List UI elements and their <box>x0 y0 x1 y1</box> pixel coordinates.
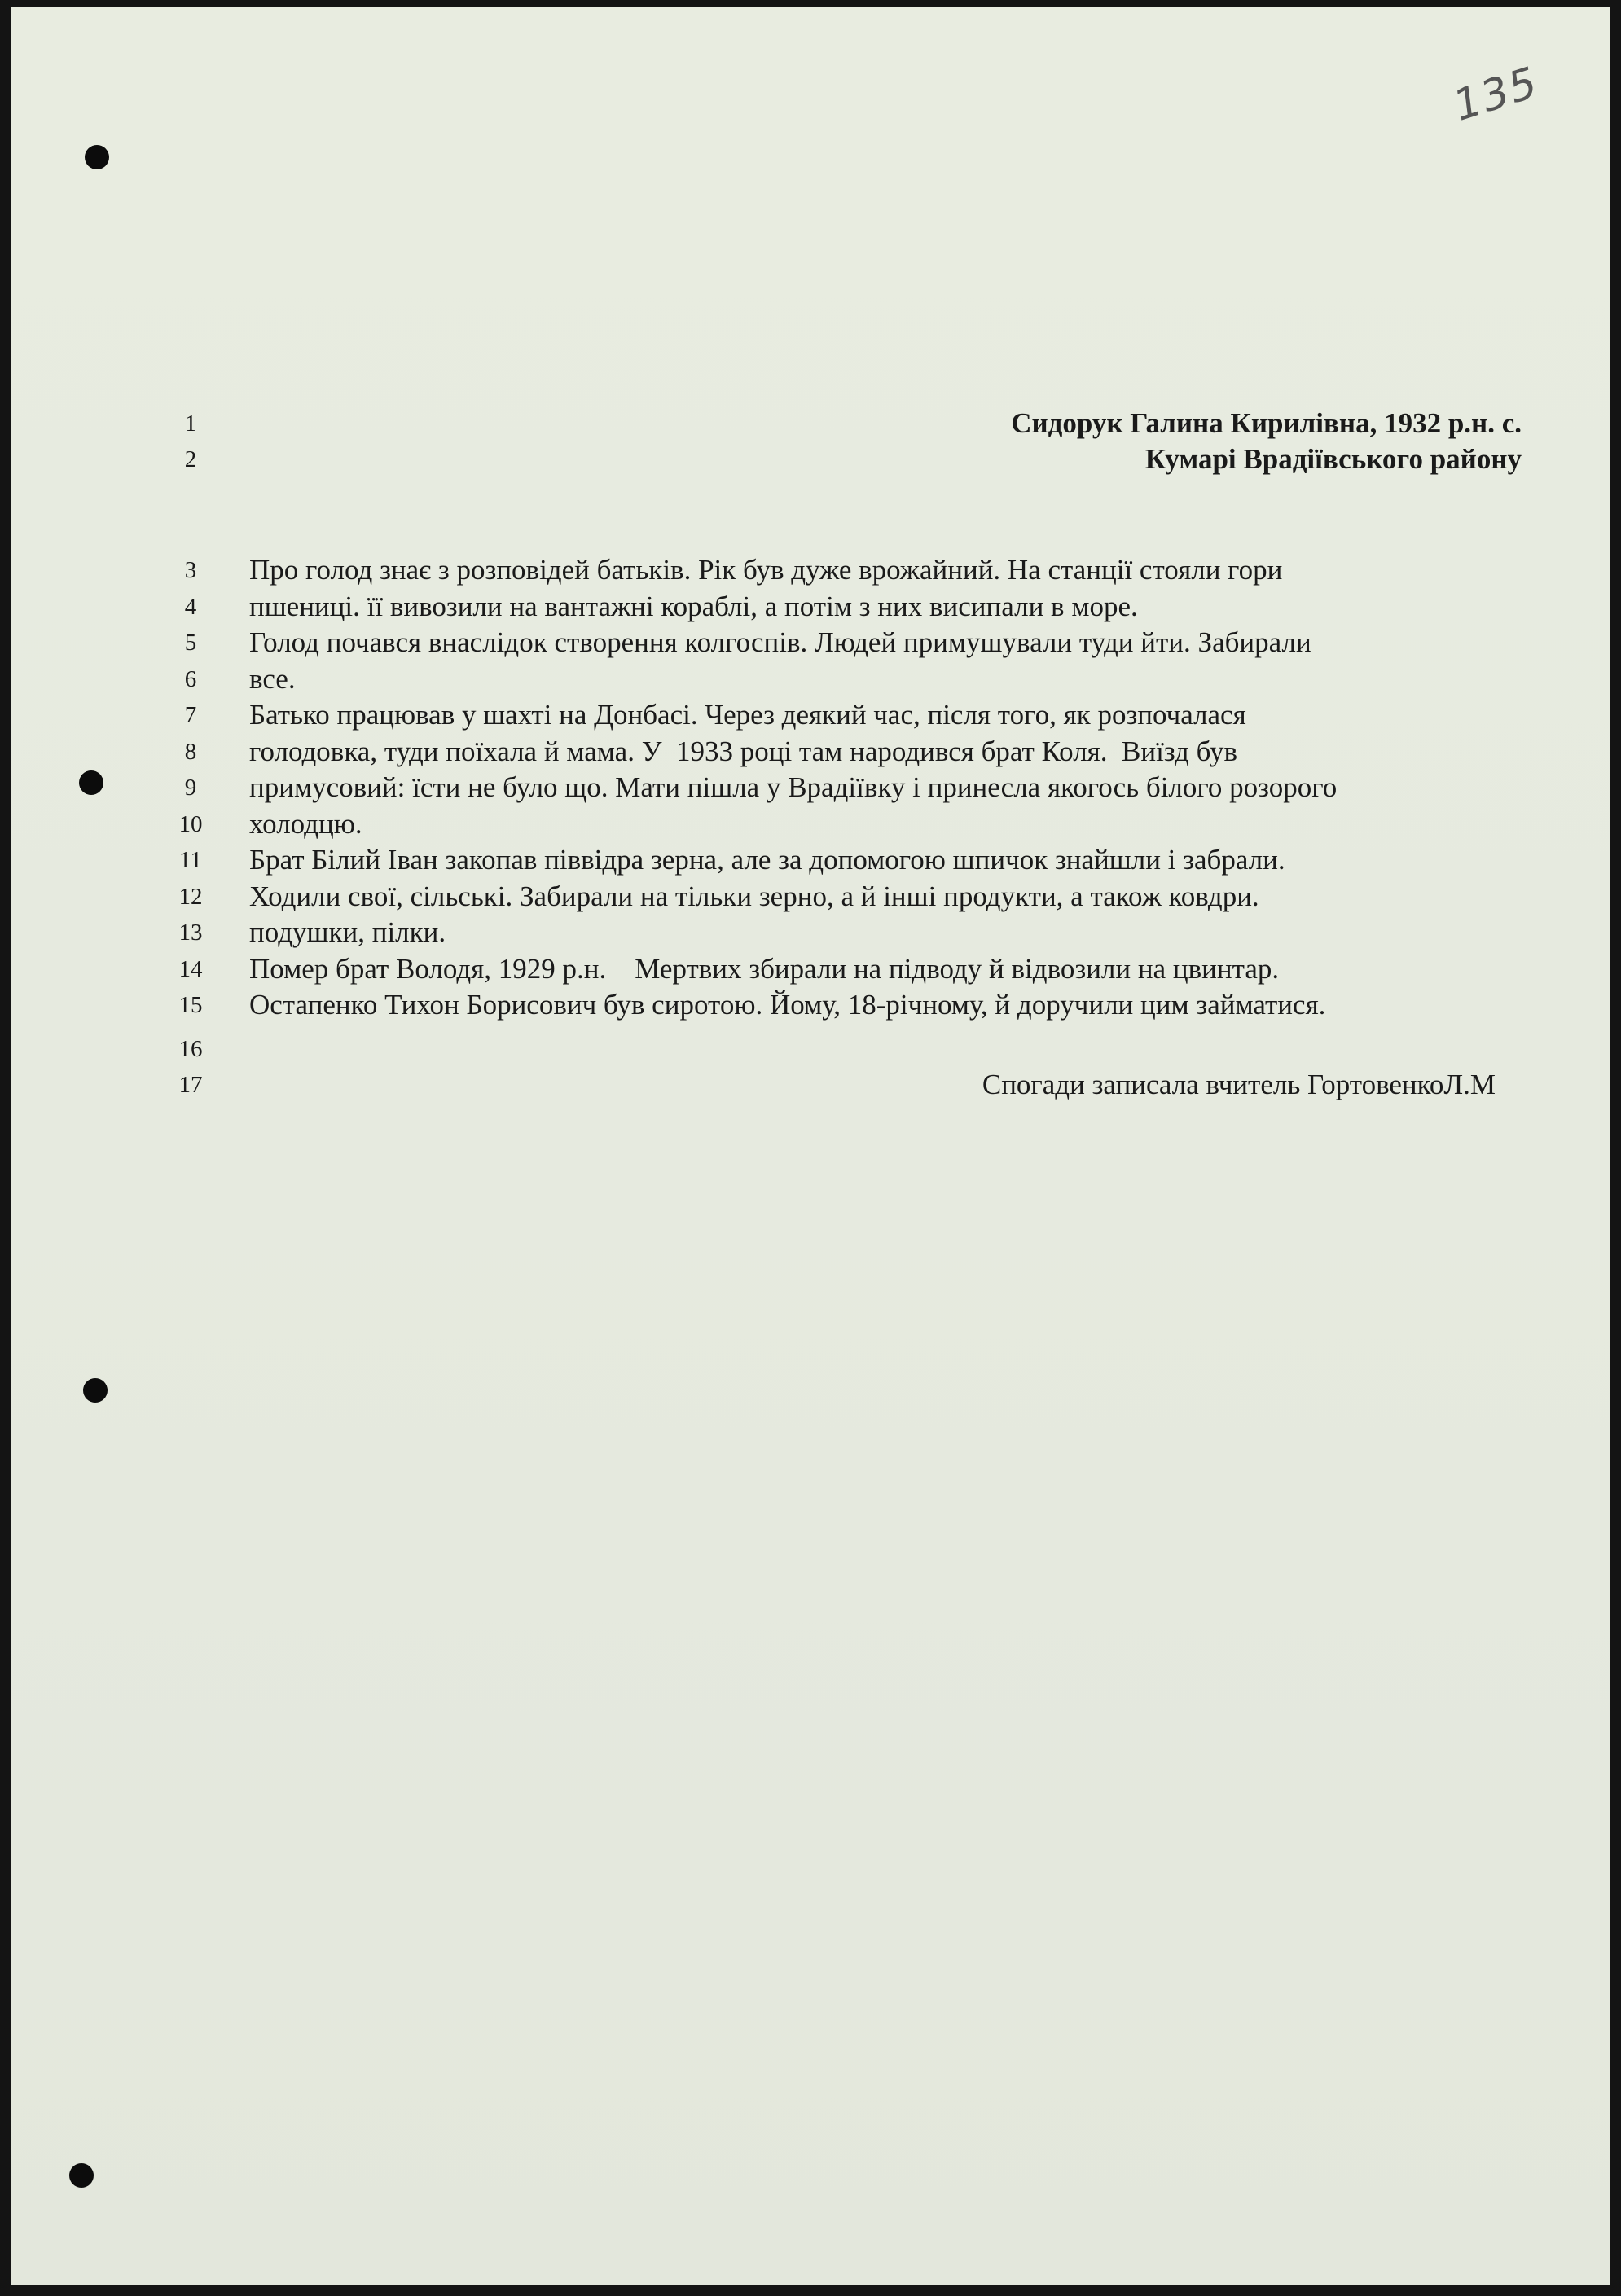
line-14 <box>11 951 1610 987</box>
body-line: все. <box>249 662 296 695</box>
body-line: голодовка, туди поїхала й мама. У 1933 році там народився брат Коля. Виїзд був <box>249 735 1238 767</box>
body-line: пшениці. її вивозили на вантажні кораблі, а потім з них висипали в море. <box>249 590 1138 622</box>
line-11 <box>11 842 1610 878</box>
line-6 <box>11 661 1610 697</box>
header-place: Кумарі Врадіївського району <box>1144 443 1522 475</box>
line-17 <box>11 1067 1610 1103</box>
handwritten-page-number: 135 <box>1447 58 1544 131</box>
header-name: Сидорук Галина Кирилівна, 1932 р.н. с. <box>1011 407 1522 439</box>
body-line: Помер брат Володя, 1929 р.н. Мертвих збирали на підводу й відвозили на цвинтар. <box>249 952 1280 985</box>
punch-hole <box>85 145 109 169</box>
line-7 <box>11 697 1610 733</box>
line-3 <box>11 552 1610 588</box>
body-line: Остапенко Тихон Борисович був сиротою. Йому, 18-річному, й доручили цим займатися. <box>249 989 1326 1021</box>
body-line: Ходили свої, сільські. Забирали на тільки зерно, а й інші продукти, а також ковдри. <box>249 880 1259 912</box>
line-15 <box>11 987 1610 1023</box>
line-10 <box>11 806 1610 842</box>
line-5 <box>11 625 1610 661</box>
line-number: 8 <box>184 738 197 765</box>
line-2 <box>11 441 1610 477</box>
line-number: 16 <box>178 1036 203 1062</box>
body-line: холодцю. <box>249 807 362 840</box>
line-number: 2 <box>184 446 197 472</box>
line-12 <box>11 879 1610 915</box>
line-8 <box>11 734 1610 770</box>
line-number: 10 <box>178 810 203 837</box>
line-13 <box>11 915 1610 950</box>
line-number: 12 <box>178 883 203 910</box>
line-number: 17 <box>178 1072 203 1098</box>
line-number: 11 <box>179 847 202 873</box>
punch-hole <box>69 2163 94 2188</box>
body-line: Брат Білий Іван закопав піввідра зерна, але за допомогою шпичок знайшли і забрали. <box>249 844 1285 876</box>
line-number: 7 <box>184 702 197 728</box>
line-9 <box>11 770 1610 806</box>
body-line: примусовий: їсти не було що. Мати пішла у Врадіївку і принесла якогось білого розорого <box>249 771 1338 803</box>
body-line: Про голод знає з розповідей батьків. Рік був дуже врожайний. На станції стояли гори <box>249 554 1283 586</box>
signature: Спогади записала вчитель ГортовенкоЛ.М <box>982 1069 1496 1100</box>
body-line: Голод почався внаслідок створення колгоспів. Людей примушували туди йти. Забирали <box>249 626 1311 658</box>
line-number: 14 <box>178 955 203 982</box>
line-number: 5 <box>184 630 197 656</box>
line-number: 9 <box>184 775 197 801</box>
line-number: 15 <box>178 992 203 1018</box>
punch-hole <box>83 1378 108 1403</box>
line-1 <box>11 406 1610 441</box>
line-number: 1 <box>184 410 197 437</box>
body-line: Батько працював у шахті на Донбасі. Через деякий час, після того, як розпочалася <box>249 699 1246 731</box>
line-number: 4 <box>184 593 197 620</box>
line-number: 13 <box>178 920 203 946</box>
line-number: 6 <box>184 665 197 692</box>
line-4 <box>11 589 1610 625</box>
line-16 <box>11 1031 1610 1067</box>
line-number: 3 <box>184 557 197 583</box>
body-line: подушки, пілки. <box>249 916 446 948</box>
document-page <box>11 7 1610 2285</box>
